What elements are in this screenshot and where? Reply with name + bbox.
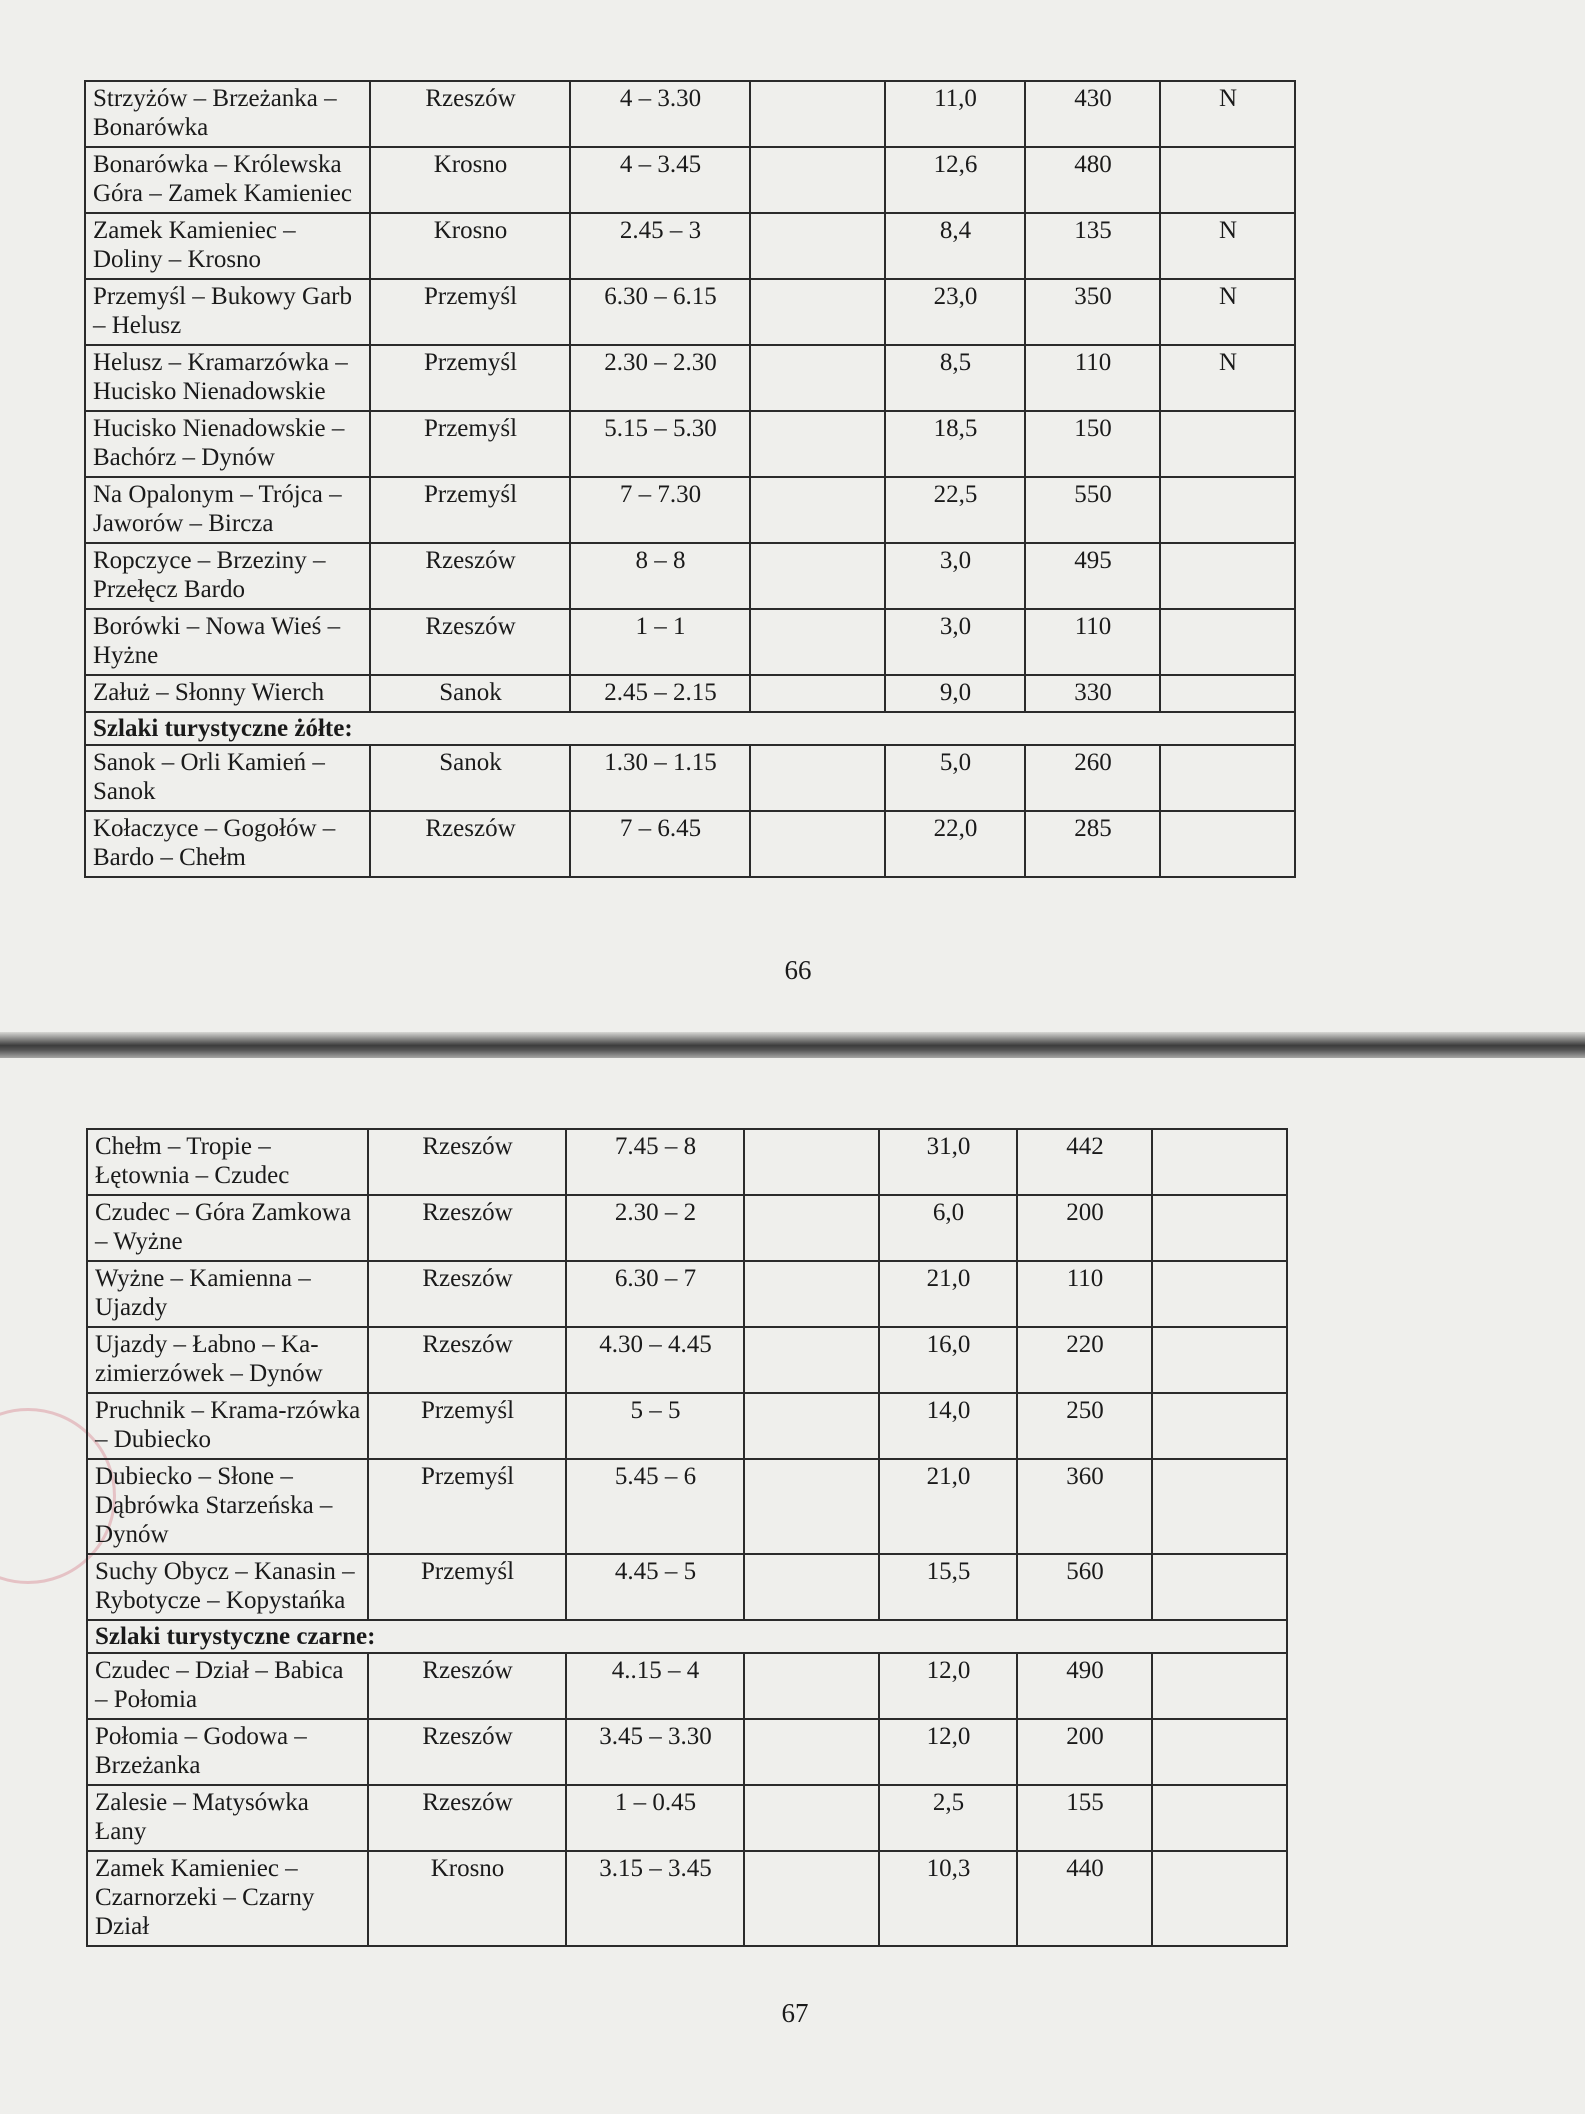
- cell-distance: 22,5: [885, 477, 1025, 543]
- cell-blank: [750, 279, 885, 345]
- table-row: [87, 1459, 1287, 1554]
- cell-distance: 5,0: [885, 745, 1025, 811]
- table-row: [85, 811, 1295, 877]
- cell-route: Przemyśl – Bukowy Garb – Helusz: [85, 279, 370, 345]
- cell-note: [1160, 811, 1295, 877]
- cell-note: [1160, 609, 1295, 675]
- cell-distance: 16,0: [879, 1327, 1017, 1393]
- cell-note: [1152, 1851, 1287, 1946]
- cell-route: Strzyżów – Brzeżanka – Bonarówka: [85, 81, 370, 147]
- cell-region: Rzeszów: [368, 1719, 566, 1785]
- page-67: [0, 1058, 1585, 2114]
- cell-time: 2.30 – 2: [566, 1195, 744, 1261]
- cell-route: Załuż – Słonny Wierch: [85, 675, 370, 712]
- cell-region: Sanok: [370, 745, 570, 811]
- cell-region: Krosno: [368, 1851, 566, 1946]
- cell-distance: 3,0: [885, 543, 1025, 609]
- cell-note: [1152, 1195, 1287, 1261]
- cell-time: 1.30 – 1.15: [570, 745, 750, 811]
- table-row: [85, 279, 1295, 345]
- cell-blank: [744, 1261, 879, 1327]
- table-row: [87, 1785, 1287, 1851]
- cell-blank: [744, 1653, 879, 1719]
- cell-blank: [750, 543, 885, 609]
- cell-blank: [750, 411, 885, 477]
- cell-elevation: 285: [1025, 811, 1160, 877]
- section-heading: Szlaki turystyczne żółte:: [85, 712, 1295, 745]
- cell-distance: 21,0: [879, 1459, 1017, 1554]
- cell-blank: [750, 477, 885, 543]
- cell-blank: [744, 1195, 879, 1261]
- cell-route: Ropczyce – Brzeziny – Przełęcz Bardo: [85, 543, 370, 609]
- cell-route: Dubiecko – Słone – Dąbrówka Starzeńska – Dynów: [87, 1459, 368, 1554]
- cell-elevation: 260: [1025, 745, 1160, 811]
- cell-blank: [750, 609, 885, 675]
- cell-region: Rzeszów: [370, 609, 570, 675]
- cell-time: 1 – 1: [570, 609, 750, 675]
- cell-blank: [744, 1785, 879, 1851]
- table-row: [85, 81, 1295, 147]
- table-row: [85, 745, 1295, 811]
- cell-distance: 22,0: [885, 811, 1025, 877]
- cell-route: Suchy Obycz – Kanasin – Rybotycze – Kopystańka: [87, 1554, 368, 1620]
- cell-region: Rzeszów: [368, 1195, 566, 1261]
- cell-time: 4 – 3.45: [570, 147, 750, 213]
- cell-time: 3.15 – 3.45: [566, 1851, 744, 1946]
- trail-table-page-66: [84, 80, 1296, 878]
- cell-blank: [744, 1459, 879, 1554]
- cell-elevation: 360: [1017, 1459, 1152, 1554]
- cell-route: Pruchnik – Krama-rzówka – Dubiecko: [87, 1393, 368, 1459]
- cell-distance: 12,0: [879, 1719, 1017, 1785]
- section-row: [85, 712, 1295, 745]
- cell-blank: [750, 675, 885, 712]
- table-row: [85, 477, 1295, 543]
- cell-elevation: 250: [1017, 1393, 1152, 1459]
- table-row: [87, 1129, 1287, 1195]
- cell-note: [1160, 543, 1295, 609]
- cell-note: [1152, 1719, 1287, 1785]
- cell-blank: [744, 1719, 879, 1785]
- cell-elevation: 480: [1025, 147, 1160, 213]
- cell-note: [1160, 147, 1295, 213]
- cell-elevation: 495: [1025, 543, 1160, 609]
- cell-route: Bonarówka – Królewska Góra – Zamek Kamieniec: [85, 147, 370, 213]
- cell-elevation: 135: [1025, 213, 1160, 279]
- table-row: [85, 609, 1295, 675]
- cell-time: 4.45 – 5: [566, 1554, 744, 1620]
- cell-distance: 15,5: [879, 1554, 1017, 1620]
- cell-note: [1152, 1459, 1287, 1554]
- page-66: [0, 0, 1585, 1040]
- cell-region: Przemyśl: [368, 1554, 566, 1620]
- cell-time: 6.30 – 6.15: [570, 279, 750, 345]
- table-row: [87, 1653, 1287, 1719]
- cell-region: Rzeszów: [368, 1261, 566, 1327]
- cell-route: Kołaczyce – Gogołów – Bardo – Chełm: [85, 811, 370, 877]
- cell-note: N: [1160, 279, 1295, 345]
- cell-time: 2.30 – 2.30: [570, 345, 750, 411]
- cell-elevation: 110: [1025, 609, 1160, 675]
- cell-note: [1152, 1129, 1287, 1195]
- cell-elevation: 150: [1025, 411, 1160, 477]
- cell-time: 5.15 – 5.30: [570, 411, 750, 477]
- cell-time: 6.30 – 7: [566, 1261, 744, 1327]
- cell-time: 2.45 – 2.15: [570, 675, 750, 712]
- cell-region: Rzeszów: [370, 811, 570, 877]
- page-number: 67: [781, 1998, 809, 2028]
- cell-time: 3.45 – 3.30: [566, 1719, 744, 1785]
- cell-elevation: 350: [1025, 279, 1160, 345]
- cell-region: Przemyśl: [370, 279, 570, 345]
- cell-region: Rzeszów: [368, 1129, 566, 1195]
- cell-distance: 11,0: [885, 81, 1025, 147]
- cell-route: Na Opalonym – Trójca – Jaworów – Bircza: [85, 477, 370, 543]
- table-row: [87, 1719, 1287, 1785]
- cell-blank: [750, 147, 885, 213]
- cell-distance: 12,0: [879, 1653, 1017, 1719]
- cell-note: N: [1160, 345, 1295, 411]
- cell-distance: 31,0: [879, 1129, 1017, 1195]
- cell-distance: 21,0: [879, 1261, 1017, 1327]
- cell-region: Krosno: [370, 213, 570, 279]
- cell-elevation: 200: [1017, 1195, 1152, 1261]
- cell-blank: [744, 1851, 879, 1946]
- cell-region: Przemyśl: [370, 411, 570, 477]
- cell-elevation: 442: [1017, 1129, 1152, 1195]
- cell-blank: [744, 1327, 879, 1393]
- cell-time: 5 – 5: [566, 1393, 744, 1459]
- cell-elevation: 490: [1017, 1653, 1152, 1719]
- cell-distance: 3,0: [885, 609, 1025, 675]
- cell-blank: [750, 213, 885, 279]
- table-row: [85, 411, 1295, 477]
- cell-region: Rzeszów: [368, 1653, 566, 1719]
- table-row: [85, 147, 1295, 213]
- table-row: [85, 675, 1295, 712]
- cell-time: 8 – 8: [570, 543, 750, 609]
- cell-region: Przemyśl: [368, 1459, 566, 1554]
- section-heading: Szlaki turystyczne czarne:: [87, 1620, 1287, 1653]
- cell-route: Helusz – Kramarzówka – Hucisko Nienadowskie: [85, 345, 370, 411]
- cell-note: [1160, 411, 1295, 477]
- cell-region: Przemyśl: [368, 1393, 566, 1459]
- cell-elevation: 220: [1017, 1327, 1152, 1393]
- cell-note: [1152, 1554, 1287, 1620]
- cell-elevation: 440: [1017, 1851, 1152, 1946]
- cell-region: Krosno: [370, 147, 570, 213]
- cell-elevation: 110: [1017, 1261, 1152, 1327]
- cell-blank: [750, 81, 885, 147]
- cell-time: 5.45 – 6: [566, 1459, 744, 1554]
- cell-blank: [744, 1393, 879, 1459]
- cell-distance: 2,5: [879, 1785, 1017, 1851]
- cell-route: Połomia – Godowa – Brzeżanka: [87, 1719, 368, 1785]
- table-row: [85, 213, 1295, 279]
- cell-note: [1160, 477, 1295, 543]
- table-row: [87, 1393, 1287, 1459]
- cell-route: Hucisko Nienadowskie – Bachórz – Dynów: [85, 411, 370, 477]
- cell-region: Sanok: [370, 675, 570, 712]
- cell-blank: [744, 1129, 879, 1195]
- cell-distance: 8,4: [885, 213, 1025, 279]
- cell-elevation: 430: [1025, 81, 1160, 147]
- cell-time: 1 – 0.45: [566, 1785, 744, 1851]
- cell-distance: 8,5: [885, 345, 1025, 411]
- page-number: 66: [784, 955, 812, 985]
- cell-time: 4 – 3.30: [570, 81, 750, 147]
- cell-note: N: [1160, 213, 1295, 279]
- cell-route: Wyżne – Kamienna – Ujazdy: [87, 1261, 368, 1327]
- trail-table-page-67: [86, 1128, 1288, 1947]
- cell-note: N: [1160, 81, 1295, 147]
- table-row: [87, 1851, 1287, 1946]
- cell-time: 7 – 6.45: [570, 811, 750, 877]
- cell-distance: 12,6: [885, 147, 1025, 213]
- cell-note: [1160, 745, 1295, 811]
- cell-route: Zamek Kamieniec – Doliny – Krosno: [85, 213, 370, 279]
- cell-route: Sanok – Orli Kamień – Sanok: [85, 745, 370, 811]
- cell-route: Zalesie – Matysówka Łany: [87, 1785, 368, 1851]
- cell-region: Rzeszów: [370, 81, 570, 147]
- cell-distance: 23,0: [885, 279, 1025, 345]
- cell-elevation: 110: [1025, 345, 1160, 411]
- cell-time: 7.45 – 8: [566, 1129, 744, 1195]
- table-row: [87, 1261, 1287, 1327]
- section-row: [87, 1620, 1287, 1653]
- cell-region: Rzeszów: [368, 1327, 566, 1393]
- cell-elevation: 330: [1025, 675, 1160, 712]
- cell-region: Rzeszów: [370, 543, 570, 609]
- cell-blank: [750, 811, 885, 877]
- cell-distance: 14,0: [879, 1393, 1017, 1459]
- cell-route: Zamek Kamieniec – Czarnorzeki – Czarny Dział: [87, 1851, 368, 1946]
- cell-elevation: 550: [1025, 477, 1160, 543]
- cell-blank: [750, 745, 885, 811]
- cell-route: Chełm – Tropie – Łętownia – Czudec: [87, 1129, 368, 1195]
- cell-note: [1160, 675, 1295, 712]
- table-row: [85, 345, 1295, 411]
- cell-note: [1152, 1261, 1287, 1327]
- cell-distance: 10,3: [879, 1851, 1017, 1946]
- cell-distance: 9,0: [885, 675, 1025, 712]
- cell-route: Ujazdy – Łabno – Ka-zimierzówek – Dynów: [87, 1327, 368, 1393]
- table-row: [85, 543, 1295, 609]
- table-row: [87, 1327, 1287, 1393]
- cell-route: Czudec – Dział – Babica – Połomia: [87, 1653, 368, 1719]
- cell-time: 7 – 7.30: [570, 477, 750, 543]
- cell-time: 4..15 – 4: [566, 1653, 744, 1719]
- cell-blank: [750, 345, 885, 411]
- cell-note: [1152, 1393, 1287, 1459]
- cell-note: [1152, 1327, 1287, 1393]
- cell-elevation: 155: [1017, 1785, 1152, 1851]
- cell-time: 4.30 – 4.45: [566, 1327, 744, 1393]
- table-row: [87, 1554, 1287, 1620]
- table-row: [87, 1195, 1287, 1261]
- cell-time: 2.45 – 3: [570, 213, 750, 279]
- cell-elevation: 560: [1017, 1554, 1152, 1620]
- cell-region: Przemyśl: [370, 477, 570, 543]
- cell-distance: 18,5: [885, 411, 1025, 477]
- cell-route: Borówki – Nowa Wieś – Hyżne: [85, 609, 370, 675]
- cell-note: [1152, 1785, 1287, 1851]
- cell-blank: [744, 1554, 879, 1620]
- cell-route: Czudec – Góra Zamkowa – Wyżne: [87, 1195, 368, 1261]
- cell-elevation: 200: [1017, 1719, 1152, 1785]
- cell-region: Rzeszów: [368, 1785, 566, 1851]
- cell-region: Przemyśl: [370, 345, 570, 411]
- cell-note: [1152, 1653, 1287, 1719]
- cell-distance: 6,0: [879, 1195, 1017, 1261]
